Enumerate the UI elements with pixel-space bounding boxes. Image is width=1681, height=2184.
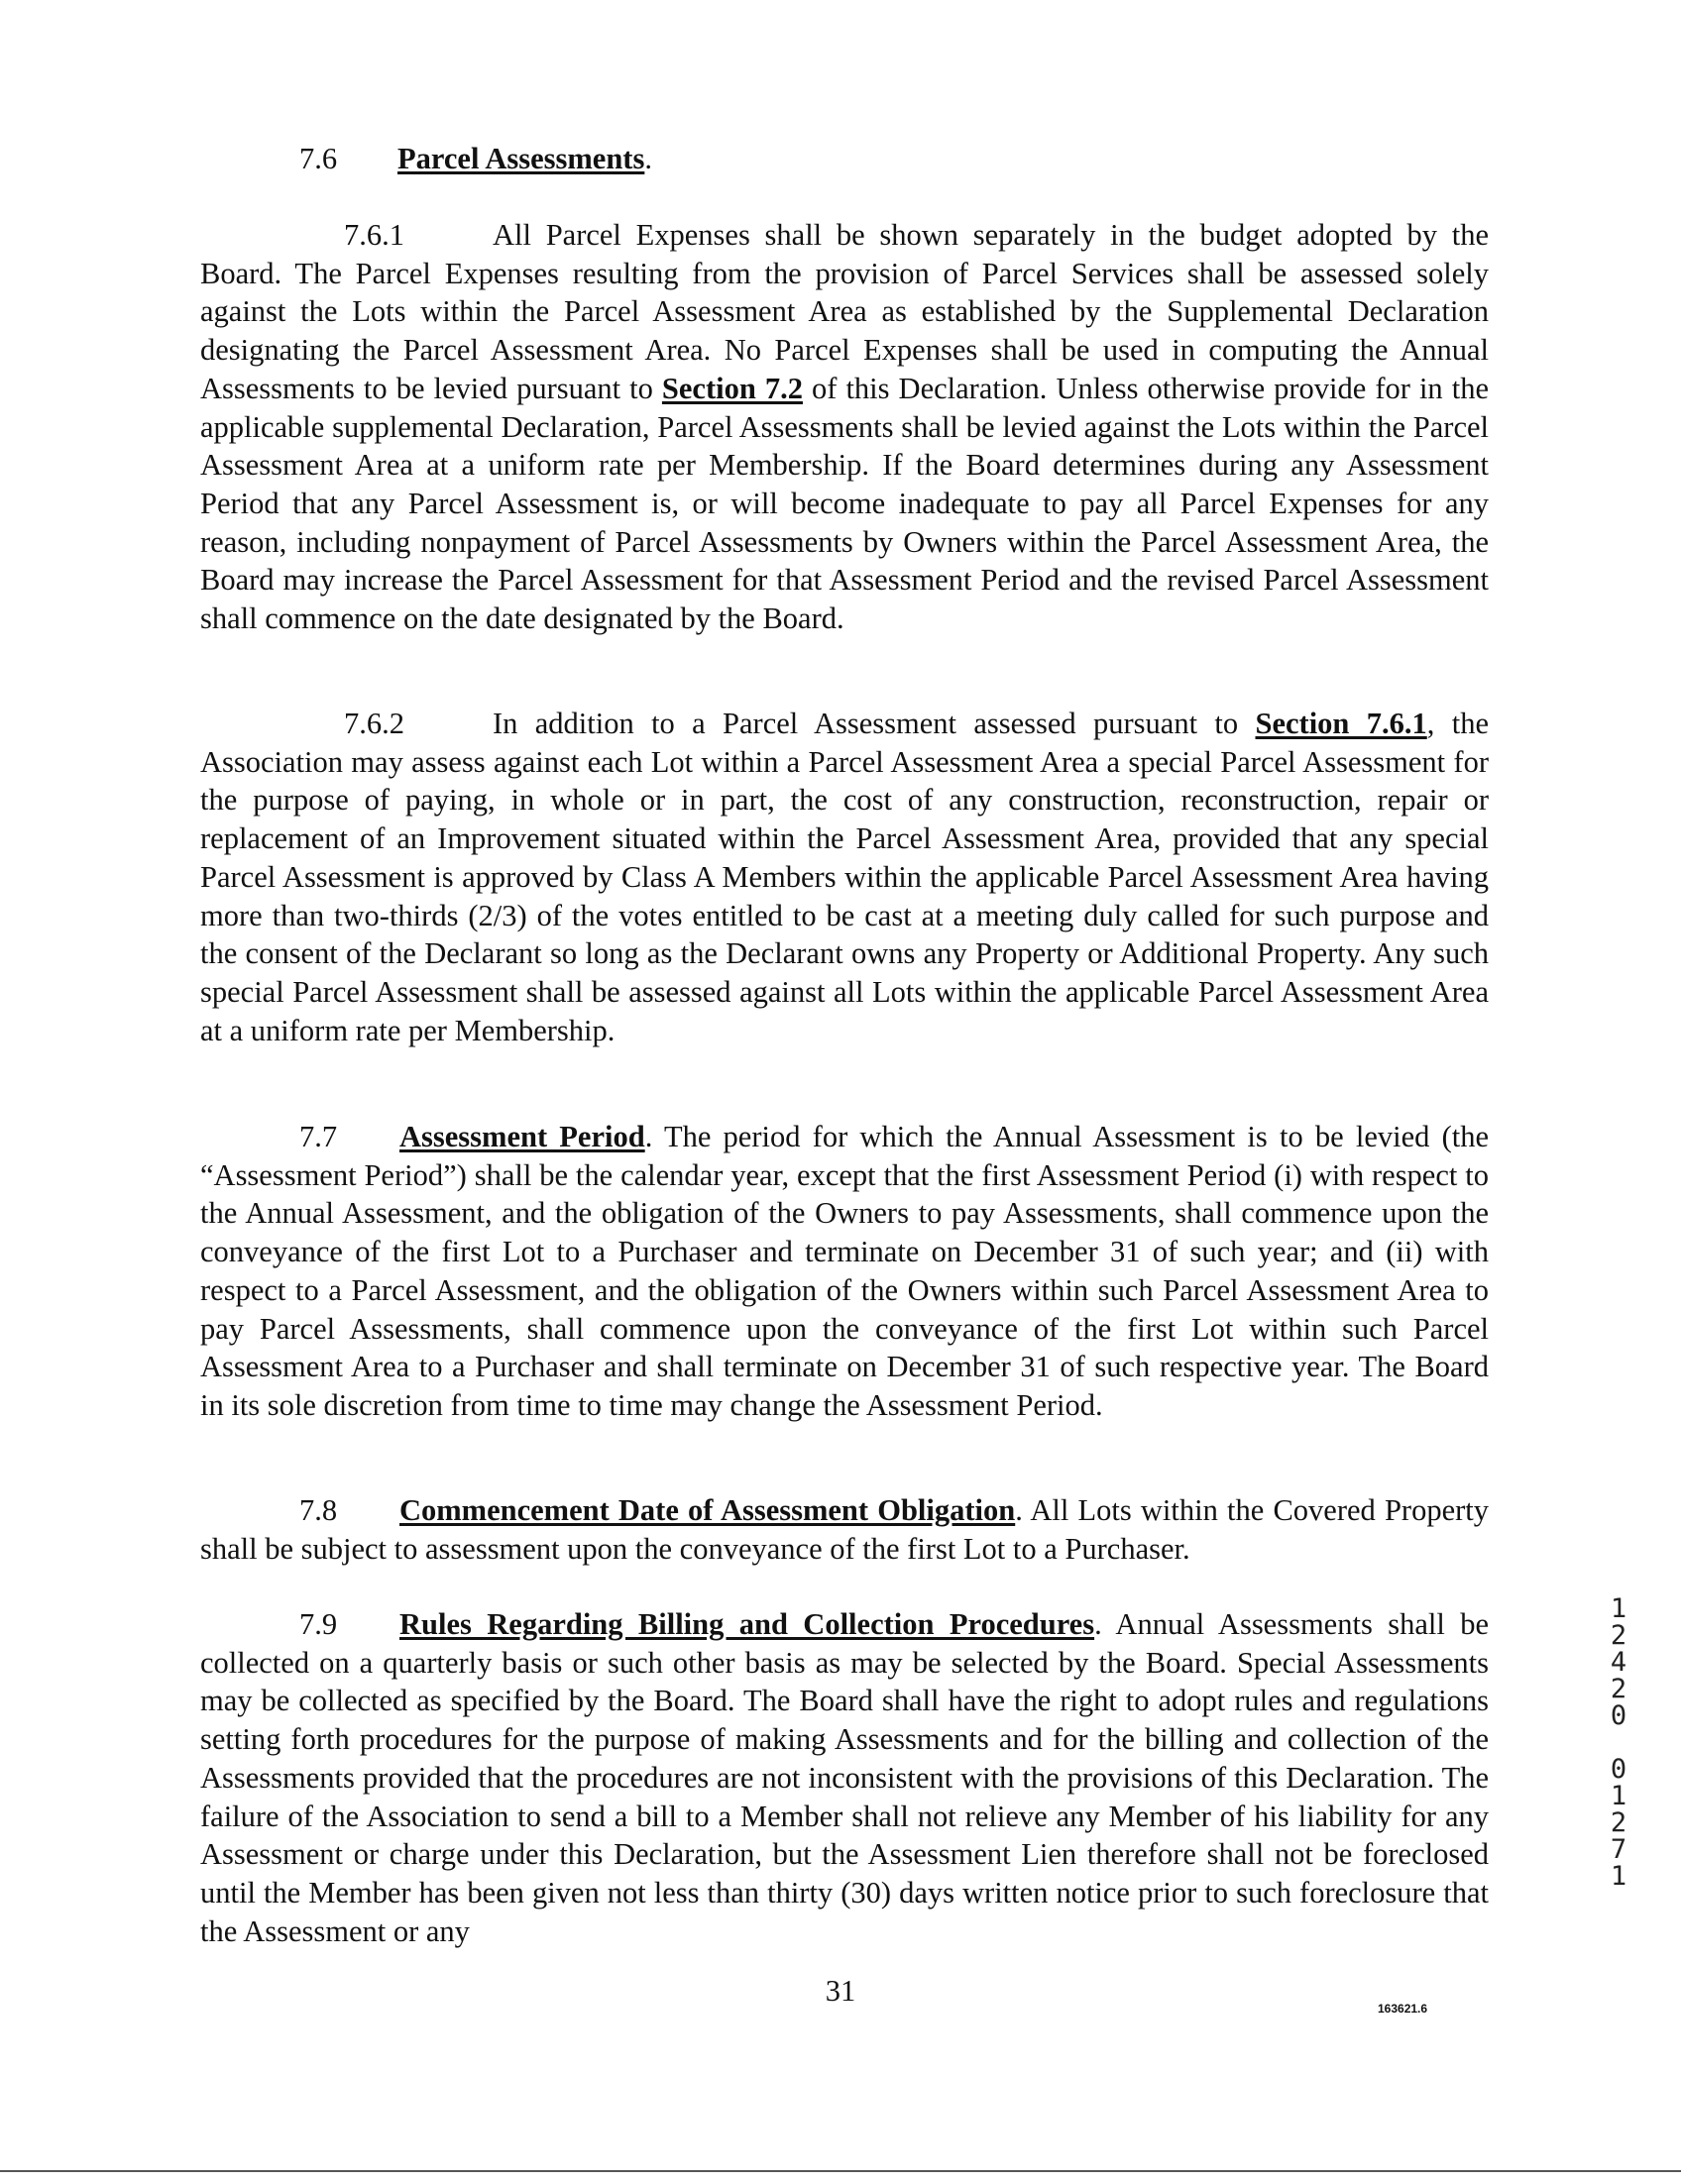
section-number: 7.9 [299,1607,338,1641]
section-title: Assessment Period [399,1120,645,1153]
section-7-8-paragraph: 7.8 Commencement Date of Assessment Obligation. All Lots within the Covered Property shall be subject to assessment upon the conveyance of the first Lot to a Purchaser. [200,1493,1489,1566]
subsection-number: 7.6.1 [344,218,404,252]
section-7-9-paragraph: 7.9 Rules Regarding Billing and Collection Procedures. Annual Assessments shall be collected on a quarterly basis or such other basis as may be selected by the Board. Special Assessments may be collected as specified by the Board. The Board shall have the right to adopt rules and regulations setting forth procedures for the purpose of making Assessments and for the billing and collection of the Assessments provided that the procedures are not inconsistent with the provisions of this Declaration. The failure of the Association to send a bill to a Member shall not relieve any Member of his liability for any Assessment or charge under this Declaration, but the Assessment Lien therefore shall not be foreclosed until the Member has been given not less than thirty (30) days written notice prior to such foreclosure that the Assessment or any [200,1607,1489,1948]
page-number: 31 [825,1974,856,2008]
subsection-number: 7.6.2 [344,707,404,740]
section-7-6-heading: 7.6 Parcel Assessments. [299,140,652,178]
section-title: Commencement Date of Assessment Obligation [399,1493,1016,1527]
section-7-6-2-paragraph: 7.6.2 In addition to a Parcel Assessment assessed pursuant to Section 7.6.1, the Association may assess against each Lot within a Parcel Assessment Area a special Parcel Assessment for the purpose of paying, in whole or in part, the cost of any construction, reconstruction, repair or replacement of an Improvement situated within the Parcel Assessment Area, provided that any special Parcel Assessment is approved by Class A Members within the applicable Parcel Assessment Area having more than two-thirds (2/3) of the votes entitled to be cast at a meeting duly called for such purpose and the consent of the Declarant so long as the Declarant owns any Property or Additional Property. Any such special Parcel Assessment shall be assessed against all Lots within the applicable Parcel Assessment Area at a uniform rate per Membership. [200,707,1489,1047]
section-title: Rules Regarding Billing and Collection Procedures [399,1607,1095,1641]
section-number: 7.7 [299,1120,338,1153]
section-number: 7.6 [299,142,338,175]
section-reference: Section 7.2 [661,371,803,405]
section-reference: Section 7.6.1 [1255,707,1427,740]
section-7-6-1-paragraph: 7.6.1 All Parcel Expenses shall be shown separately in the budget adopted by the Board. The Parcel Expenses resulting from the provision of Parcel Services shall be assessed solely against the Lots within the Parcel Assessment Area as established by the Supplemental Declaration designating the Parcel Assessment Area. No Parcel Expenses shall be used in computing the Annual Assessments to be levied pursuant to Section 7.2 of this Declaration. Unless otherwise provide for in the applicable supplemental Declaration, Parcel Assessments shall be levied against the Lots within the Parcel Assessment Area at a uniform rate per Membership. If the Board determines during any Assessment Period that any Parcel Assessment is, or will become inadequate to pay all Parcel Expenses for any reason, including nonpayment of Parcel Assessments by Owners within the Parcel Assessment Area, the Board may increase the Parcel Assessment for that Assessment Period and the revised Parcel Assessment shall commence on the date designated by the Board. [200,218,1489,636]
recording-stamp: 1 2 4 2 0 0 1 2 7 1 [1610,1593,1627,1892]
section-title: Parcel Assessments [397,142,645,175]
scan-edge-rule [0,2170,1681,2172]
section-7-7-paragraph: 7.7 Assessment Period. The period for which the Annual Assessment is to be levied (the “Assessment Period”) shall be the calendar year, except that the first Assessment Period (i) with respect to the Annual Assessment, and the obligation of the Owners to pay Assessments, shall commence upon the conveyance of the first Lot to a Purchaser and terminate on December 31 of such year; and (ii) with respect to a Parcel Assessment, and the obligation of the Owners within such Parcel Assessment Area to pay Parcel Assessments, shall commence upon the conveyance of the first Lot within such Parcel Assessment Area to a Purchaser and shall terminate on December 31 of such respective year. The Board in its sole discretion from time to time may change the Assessment Period. [200,1120,1489,1422]
document-id: 163621.6 [1378,2002,1428,2016]
section-number: 7.8 [299,1493,338,1527]
